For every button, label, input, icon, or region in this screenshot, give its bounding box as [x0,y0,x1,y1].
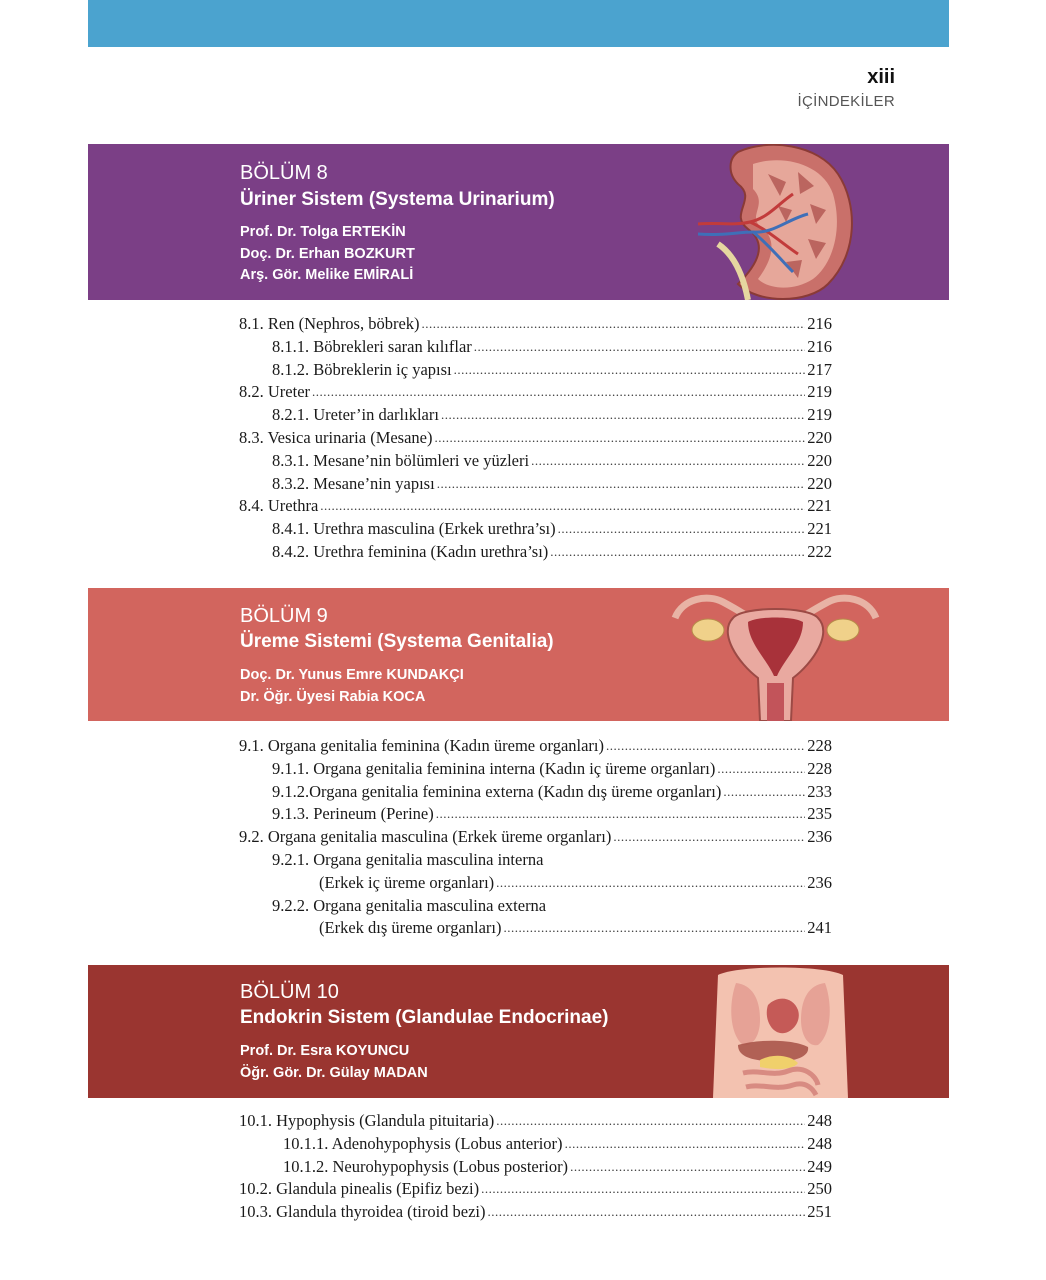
chapter-authors [240,222,415,287]
author-name: Arş. Gör. Melike EMİRALİ [240,267,414,283]
chapter-authors [240,665,464,708]
toc-page-number: 216 [807,336,832,356]
dot-leader [481,1178,805,1201]
toc-page-number: 251 [807,1202,832,1222]
toc-entry-label: 9.2. Organa genitalia masculina (Erkek üreme organları) [239,827,612,847]
toc-page-number: 219 [807,382,832,402]
toc-entry[interactable] [239,404,832,427]
toc-page-number: 235 [807,804,832,824]
dot-leader [570,1156,805,1179]
toc-entry[interactable] [239,473,832,496]
dot-leader [488,1201,806,1224]
top-color-bar [88,0,949,47]
toc-entry[interactable] [239,1156,832,1179]
toc-entry[interactable] [239,381,832,404]
toc-entry[interactable] [239,450,832,473]
toc-entry-label: 9.1.2.Organa genitalia feminina externa (Kadın dış üreme organları) [272,781,722,801]
toc-page-number: 220 [807,473,832,493]
toc-entry-label: 8.3.1. Mesane’nin bölümleri ve yüzleri [272,450,530,470]
toc-page-number: 248 [807,1133,832,1153]
toc-entry[interactable] [239,826,832,849]
toc-entry[interactable] [239,803,832,826]
toc-entry[interactable] [239,1178,832,1201]
toc-entry-label: 9.1.1. Organa genitalia feminina interna (Kadın iç üreme organları) [272,758,716,778]
toc-entry[interactable] [239,495,832,518]
dot-leader [320,495,805,518]
toc-entry[interactable] [239,781,832,804]
chapter-number: BÖLÜM 9 [240,605,328,627]
dot-leader [441,404,805,427]
dot-leader [496,872,805,895]
toc-page-number: 221 [807,496,832,516]
toc-entry-label: 8.4.2. Urethra feminina (Kadın urethra’sı) [272,541,549,561]
chapter-9-banner [88,588,949,721]
torso-organs-illustration [698,965,863,1098]
chapter-8-banner [88,144,949,300]
chapter-number: BÖLÜM 8 [240,162,328,184]
toc-entry-label: (Erkek iç üreme organları) [319,872,495,892]
toc-page-number: 221 [807,519,832,539]
toc-entry-label: 10.3. Glandula thyroidea (tiroid bezi) [239,1202,486,1222]
dot-leader [558,518,806,541]
toc-page-number: 228 [807,736,832,755]
toc-entry-label: 10.1.1. Adenohypophysis (Lobus anterior) [283,1133,563,1153]
toc-entry-label: 10.2. Glandula pinealis (Epifiz bezi) [239,1179,480,1199]
toc-page-number: 236 [807,872,832,892]
toc-entry[interactable] [239,518,832,541]
chapter-8-toc [239,313,832,564]
toc-entry-label: 8.1. Ren (Nephros, böbrek) [239,314,420,333]
toc-entry[interactable] [239,917,832,940]
toc-entry[interactable] [239,359,832,382]
author-name: Dr. Öğr. Üyesi Rabia KOCA [240,688,426,705]
kidney-illustration [698,144,878,300]
author-name: Doç. Dr. Erhan BOZKURT [240,245,415,262]
toc-page-number: 236 [807,827,832,847]
dot-leader [436,803,805,826]
author-name: Öğr. Gör. Dr. Gülay MADAN [240,1064,428,1081]
toc-entry-label: 8.4.1. Urethra masculina (Erkek urethra’sı) [272,519,556,539]
toc-entry[interactable] [239,1110,832,1133]
toc-entry-label: 9.1.3. Perineum (Perine) [272,804,434,824]
author-name: Prof. Dr. Tolga ERTEKİN [240,224,406,240]
toc-entry-label: 8.3. Vesica urinaria (Mesane) [239,427,433,447]
toc-entry[interactable] [239,895,832,918]
dot-leader [422,313,806,336]
chapter-title: Endokrin Sistem (Glandulae Endocrinae) [240,1007,609,1028]
toc-entry[interactable] [239,1201,832,1224]
dot-leader [531,450,805,473]
dot-leader [613,826,805,849]
author-name: Prof. Dr. Esra KOYUNCU [240,1043,410,1059]
chapter-number: BÖLÜM 10 [240,981,339,1003]
toc-page-number: 249 [807,1156,832,1176]
dot-leader [435,427,806,450]
toc-entry-label: 9.1. Organa genitalia feminina (Kadın üreme organları) [239,736,605,755]
chapter-title: Üriner Sistem (Systema Urinarium) [240,189,555,210]
chapter-10-toc [239,1110,832,1224]
dot-leader [606,735,805,758]
toc-entry[interactable] [239,1133,832,1156]
toc-entry-label: 8.2. Ureter [239,382,311,402]
toc-entry[interactable] [239,427,832,450]
toc-entry[interactable] [239,541,832,564]
chapter-authors [240,1041,428,1084]
page-number: xiii [867,66,895,88]
uterus-illustration [663,588,888,721]
toc-entry[interactable] [239,758,832,781]
toc-page-number: 220 [807,427,832,447]
dot-leader [723,781,805,804]
dot-leader [312,381,805,404]
toc-page-number: 250 [807,1179,832,1199]
toc-page-number: 222 [807,541,832,561]
running-header: İÇİNDEKİLER [797,93,895,110]
toc-page-number: 241 [807,918,832,938]
toc-entry[interactable] [239,849,832,872]
dot-leader [717,758,805,781]
toc-entry-label: 9.2.2. Organa genitalia masculina externa [272,895,547,915]
toc-entry-label: 10.1. Hypophysis (Glandula pituitaria) [239,1111,495,1130]
toc-page-number: 216 [807,314,832,333]
toc-entry-label: 9.2.1. Organa genitalia masculina interna [272,849,544,869]
toc-entry-label: (Erkek dış üreme organları) [319,918,502,938]
toc-page-number: 220 [807,450,832,470]
dot-leader [454,359,806,382]
toc-entry-label: 8.1.1. Böbrekleri saran kılıflar [272,336,472,356]
toc-entry[interactable] [239,735,832,758]
toc-entry-label: 10.1.2. Neurohypophysis (Lobus posterior) [283,1156,569,1176]
toc-entry[interactable] [239,313,832,336]
dot-leader [496,1110,805,1133]
toc-page-number: 228 [807,758,832,778]
toc-page-number: 217 [807,359,832,379]
chapter-title: Üreme Sistemi (Systema Genitalia) [240,631,554,652]
toc-entry[interactable] [239,872,832,895]
toc-entry-label: 8.3.2. Mesane’nin yapısı [272,473,435,493]
dot-leader [550,541,805,564]
author-name: Doç. Dr. Yunus Emre KUNDAKÇI [240,667,464,683]
chapter-10-banner [88,965,949,1098]
dot-leader [437,473,806,496]
toc-entry[interactable] [239,336,832,359]
toc-page-number: 248 [807,1111,832,1130]
dot-leader [565,1133,806,1156]
dot-leader [504,917,806,940]
toc-page-number: 219 [807,405,832,425]
toc-entry-label: 8.4. Urethra [239,496,319,516]
toc-entry-label: 8.1.2. Böbreklerin iç yapısı [272,359,452,379]
chapter-9-toc [239,735,832,940]
dot-leader [474,336,805,359]
toc-entry-label: 8.2.1. Ureter’in darlıkları [272,405,439,425]
toc-page-number: 233 [807,781,832,801]
